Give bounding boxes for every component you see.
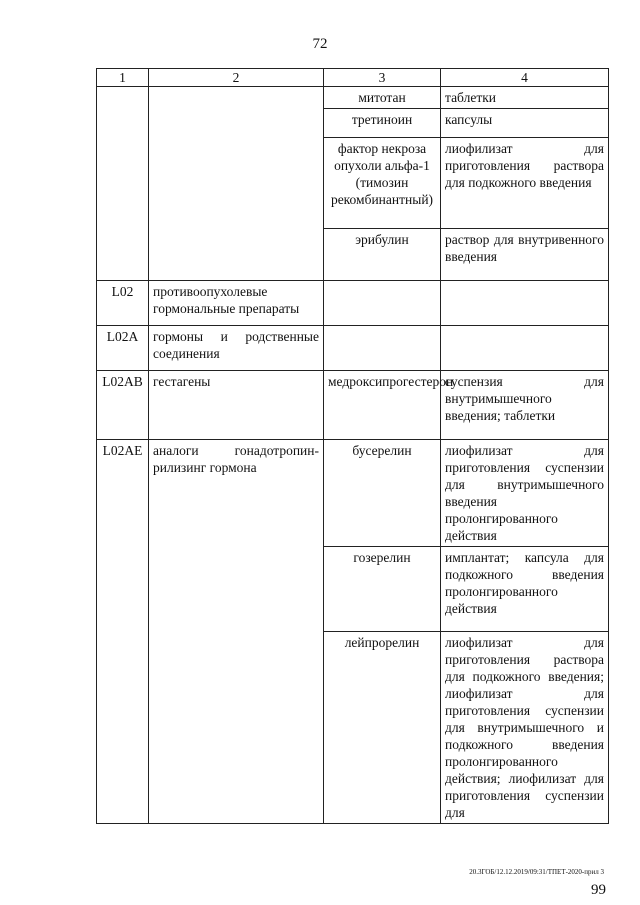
drug-cell: гозерелин (324, 547, 441, 632)
header-col-3: 3 (324, 69, 441, 87)
drug-cell (324, 281, 441, 326)
drug-cell: лейпрорелин (324, 632, 441, 824)
header-col-4: 4 (441, 69, 609, 87)
drug-cell: эрибулин (324, 229, 441, 281)
table-row (97, 281, 609, 326)
code-cell: L02AE (97, 440, 149, 824)
form-cell (441, 326, 609, 371)
form-cell: капсулы (441, 109, 609, 138)
table-row (97, 440, 609, 547)
form-cell: раствор для внутривенного введения (441, 229, 609, 281)
group-cell: противоопухолевые гормональные препараты (149, 281, 324, 326)
form-cell: лиофилизат для приготовления раствора для подкожного введения; лиофилизат для приготовления суспензии для внутримышечного и подкожного введения пролонгированного действия; лиофилизат для приготовления суспензии для (441, 632, 609, 824)
page-number-top: 72 (312, 36, 328, 52)
form-cell: лиофилизат для приготовления суспензии для внутримышечного введения пролонгированного действия (441, 440, 609, 547)
form-cell (441, 281, 609, 326)
drug-cell: митотан (324, 87, 441, 109)
form-cell: имплантат; капсула для подкожного введения пролонгированного действия (441, 547, 609, 632)
table-row (97, 371, 609, 440)
drug-cell: медроксипрогестерон (324, 371, 441, 440)
group-cell (149, 87, 324, 281)
code-cell: L02A (97, 326, 149, 371)
drug-table (96, 68, 609, 824)
group-cell: аналоги гонадотропин-рилизинг гормона (149, 440, 324, 824)
code-cell: L02 (97, 281, 149, 326)
drug-cell (324, 326, 441, 371)
group-cell: гормоны и родственные соединения (149, 326, 324, 371)
header-col-1: 1 (97, 69, 149, 87)
page-number-bottom: 99 (591, 882, 606, 898)
group-cell: гестагены (149, 371, 324, 440)
table-header-row (97, 69, 609, 87)
table-row (97, 87, 609, 109)
form-cell: таблетки (441, 87, 609, 109)
code-cell (97, 87, 149, 281)
form-cell: суспензия для внутримышечного введения; таблетки (441, 371, 609, 440)
document-code: 20.3ГОБ/12.12.2019/09:31/ТПЕТ-2020-прил 3 (469, 868, 604, 876)
table-row (97, 326, 609, 371)
code-cell: L02AB (97, 371, 149, 440)
form-cell: лиофилизат для приготовления раствора для подкожного введения (441, 138, 609, 229)
drug-cell: бусерелин (324, 440, 441, 547)
header-col-2: 2 (149, 69, 324, 87)
drug-cell: третиноин (324, 109, 441, 138)
drug-cell: фактор некроза опухоли альфа-1 (тимозин рекомбинантный) (324, 138, 441, 229)
